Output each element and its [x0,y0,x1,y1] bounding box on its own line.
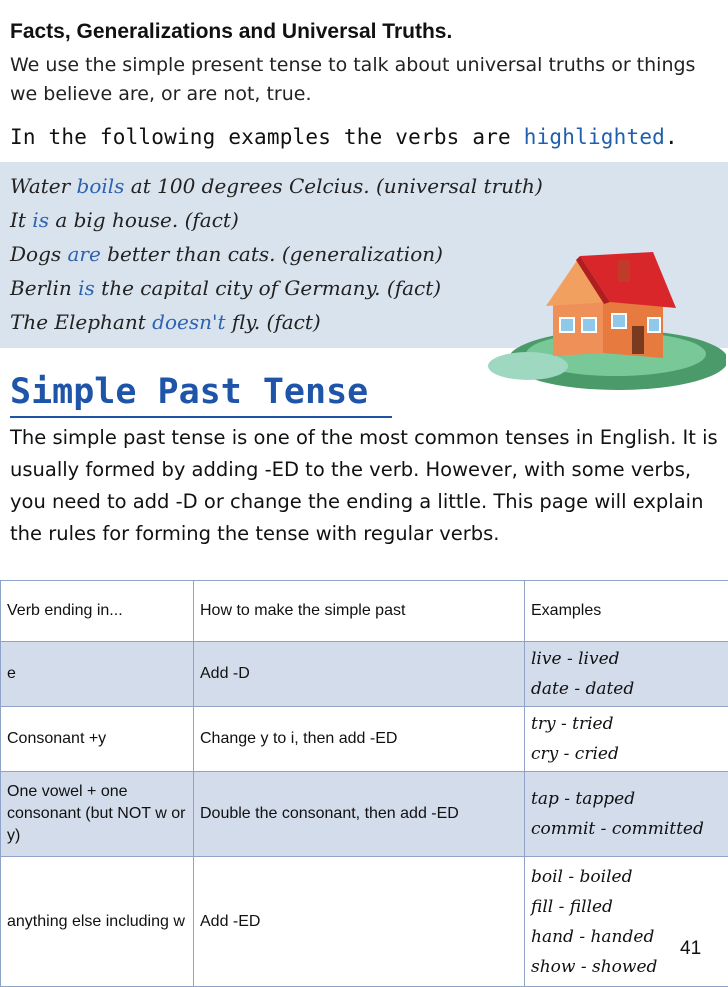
ending-cell: Consonant +y [1,707,194,772]
rule-cell: Add -D [194,642,525,707]
table-row [1,857,728,987]
page-heading: Facts, Generalizations and Universal Truths. [10,20,452,44]
table-row [1,772,728,857]
instruction-before: In the following examples the verbs are [10,125,524,149]
ending-cell: anything else including w [1,857,194,987]
examples-cell: try - tried cry - cried [525,707,728,772]
example-verb: is [32,208,49,232]
table-row [1,707,728,772]
example-line: It is a big house. (fact) [10,208,239,232]
table-row [1,642,728,707]
section-title: Simple Past Tense [10,372,368,412]
ending-cell: e [1,642,194,707]
past-tense-table [0,580,728,987]
table-header: Examples [525,581,728,642]
intro-text: We use the simple present tense to talk about universal truths or things we believe are, or are not, true. [10,51,725,109]
example-verb: are [68,242,101,266]
table-header-row [1,581,728,642]
example-verb: is [78,276,95,300]
rule-cell: Double the consonant, then add -ED [194,772,525,857]
example-verb: doesn't [152,310,225,334]
instruction-highlight: highlighted [524,125,665,149]
instruction-line [10,125,678,149]
house-illustration [468,248,726,398]
example-line: Berlin is the capital city of Germany. (fact) [10,276,441,300]
examples-cell: live - lived date - dated [525,642,728,707]
section-title-underline [10,416,392,418]
example-line: Water boils at 100 degrees Celcius. (universal truth) [10,174,543,198]
rule-cell: Change y to i, then add -ED [194,707,525,772]
table-header: Verb ending in... [1,581,194,642]
ending-cell: One vowel + one consonant (but NOT w or y) [1,772,194,857]
example-line: The Elephant doesn't fly. (fact) [10,310,321,334]
examples-cell: tap - tapped commit - committed [525,772,728,857]
examples-cell: boil - boiled fill - filled hand - handed show - showed [525,857,728,987]
example-line: Dogs are better than cats. (generalization) [10,242,443,266]
table-header: How to make the simple past [194,581,525,642]
instruction-after: . [665,125,678,149]
rule-cell: Add -ED [194,857,525,987]
section-paragraph: The simple past tense is one of the most common tenses in English. It is usually formed by adding -ED to the verb. However, with some verbs, you need to add -D or change the ending a little. This page will explain the rules for forming the tense with regular verbs. [10,422,722,550]
example-verb: boils [77,174,125,198]
page-number: 41 [680,938,701,960]
